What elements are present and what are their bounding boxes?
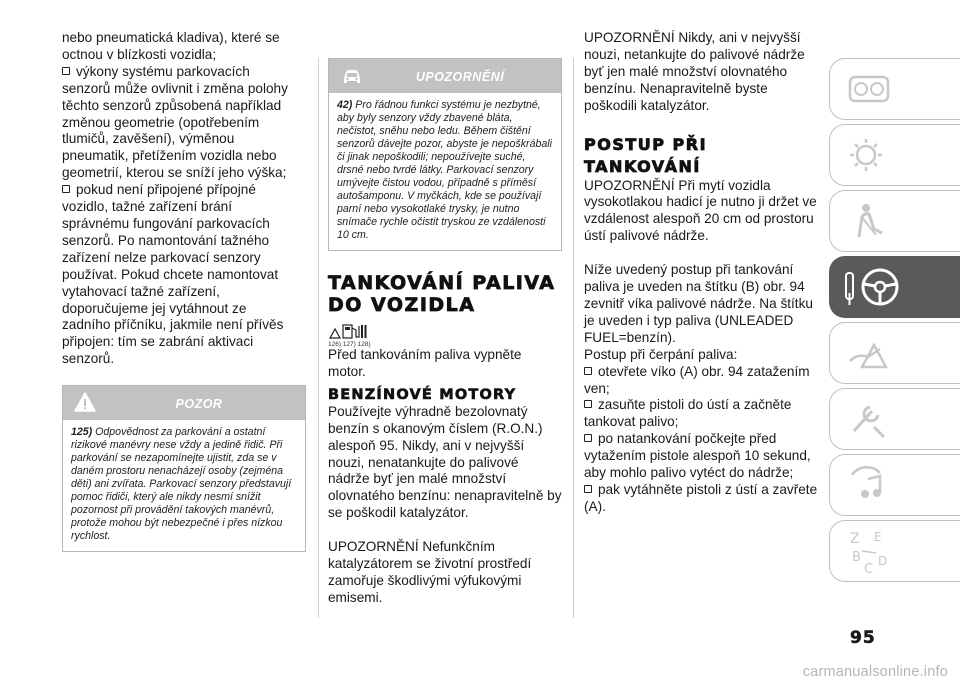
col2-intro: Před tankováním paliva vypněte motor. (328, 347, 522, 379)
notice-text: Pro řádnou funkci systému je nezbytné, aby byly senzory vždy zbavené bláta, nečistot, sněhu nebo ledu. Během čištění senzorů dávejte pozor, abyste je nepoškrábali či jinak nepoškodili; nepoužívejte suché, drsné nebo tvrdé látky. Parkovací senzory umývejte čistou vodou, případně s příměsí autošamponu. V myčkách, kde se používají parní nebo vysokotlaké trysky, je nutno snímače rychle očistit tryskou ze vzdálenosti 10 cm. (337, 99, 552, 241)
seat-safety-icon (844, 199, 894, 243)
index-letters-icon (844, 529, 914, 575)
tab-index[interactable] (829, 520, 960, 582)
column-divider (318, 58, 319, 618)
col3-paragraph-3: Níže uvedený postup při tankování paliva je uveden na štítku (B) obr. 94 zevnitř víka palivové nádrže. Na štítku je uveden i typ paliva (UNLEADED FUEL=benzín). (584, 262, 813, 345)
col3-bullet-4: pak vytáhněte pistoli z ústí a zavřete (A). (584, 481, 818, 514)
media-icon (844, 463, 894, 507)
col1-intro: nebo pneumatická kladiva), které se octnou v blízkosti vozidla; (62, 30, 280, 62)
notice-box-title: UPOZORNĚNÍ (415, 70, 505, 84)
tab-lights[interactable] (829, 124, 960, 186)
col1-bullet-2: pokud není připojené přípojné vozidlo, tažné zařízení brání správnému fungování parkovacích senzorů. Po namontování tažného zařízení nelze parkovací senzory používat. Pokud chcete namontovat vytahovací tažné zařízení, doporučujeme jej vytáhnout ze zadního příčníku, jakmile není přívěs připojen: tím se zabrání aktivaci senzorů. (62, 182, 284, 367)
tab-emergency[interactable] (829, 322, 960, 384)
caution-box-title: POZOR (175, 397, 223, 412)
col3-paragraph-4: Postup při čerpání paliva: (584, 346, 738, 362)
column-3 (584, 30, 818, 516)
col2-paragraph-2: UPOZORNĚNÍ Nefunkčním katalyzátorem se životní prostředí zamořuje škodlivými výfukovými emisemi. (328, 539, 532, 605)
svg-text:E: E (874, 530, 882, 544)
notice-box-header (329, 59, 561, 93)
bullet-box-icon (62, 185, 70, 193)
section-heading: POSTUP PŘI TANKOVÁNÍ (584, 134, 708, 176)
notice-box (328, 58, 562, 251)
section-heading: TANKOVÁNÍ PALIVA DO VOZIDLA (328, 272, 556, 316)
col2-paragraph-1: Používejte výhradně bezolovnatý benzín s okanovým číslem (R.O.N.) alespoň 95. Nikdy, ani v nejvyšší nouzi, nenatankujte do palivové nádrže byť jen malé množství olovnatého benzínu: nenapravitelně by se poškodil katalyzátor. (328, 403, 562, 521)
notice-box-body (329, 93, 561, 250)
tab-maintenance[interactable] (829, 388, 960, 450)
col3-bullet-2: zasuňte pistoli do ústí a začněte tankovat palivo; (584, 397, 792, 430)
column-1 (62, 30, 294, 552)
bullet-box-icon (584, 367, 592, 375)
col3-bullet-1: otevřete víko (A) obr. 94 zatažením ven; (584, 363, 810, 396)
lights-icon (844, 133, 894, 177)
tab-starting-driving[interactable] (829, 256, 960, 318)
steering-wheel-key-icon (844, 265, 904, 311)
svg-text:D: D (878, 554, 888, 568)
tools-icon (844, 397, 894, 441)
caution-box-header (63, 386, 305, 420)
col3-paragraph-2: UPOZORNĚNÍ Při mytí vozidla vysokotlakou hadicí je nutno ji držet ve vzdálenost alespoň 20 cm od prostoru ústí palivové nádrže. (584, 177, 817, 244)
reference-numbers: 126) 127) 128) (328, 341, 371, 348)
col3-paragraph-1: UPOZORNĚNÍ Nikdy, ani v nejvyšší nouzi, netankujte do palivové nádrže byť jen malé množství olovnatého benzínu. Nenapravitelně byste poškodili katalyzátor. (584, 30, 805, 113)
bullet-box-icon (584, 485, 592, 493)
bullet-box-icon (584, 434, 592, 442)
column-2 (328, 58, 562, 607)
caution-text: Odpovědnost za parkování a ostatní rizikové manévry nese vždy a jedině řidič. Při parkování se nezapomínejte ujistit, zda se v daném prostoru nenacházejí osoby (zejména děti) ani zvířata. Parkovací senzory představují pomoc řidiči, který ale nikdy nesmí snížit pozornost při provádění takových manévrů, protože mohou být nebezpečné i přes nízkou rychlost. (71, 426, 292, 543)
caution-box-body (63, 420, 305, 551)
note-number: 42) (337, 99, 353, 111)
refs-line (328, 322, 562, 348)
warning-road-icon (844, 331, 894, 375)
tab-safety[interactable] (829, 190, 960, 252)
caution-box (62, 385, 306, 552)
svg-text:Z: Z (850, 531, 860, 547)
column-divider (573, 58, 574, 618)
page-number: 95 (850, 628, 876, 648)
dashboard-icon (844, 67, 894, 111)
col1-bullet-1: výkony systému parkovacích senzorů může ovlivnit i změna polohy těchto senzorů způsobená například změnou geometrie (opotřebením tlumičů, zavěšení), výměnou pneumatik, přetížením vozidla nebo geometrií, kterou se sníží jeho výška; (62, 63, 288, 181)
bullet-box-icon (584, 400, 592, 408)
subsection-heading: BENZÍNOVÉ MOTORY (328, 386, 517, 403)
col3-bullet-3: po natankování počkejte před vytažením pistole alespoň 10 sekund, aby mohlo palivo vytéct do nádrže; (584, 431, 811, 481)
tab-multimedia[interactable] (829, 454, 960, 516)
tab-dashboard[interactable] (829, 58, 960, 120)
bullet-box-icon (62, 67, 70, 75)
watermark-text[interactable]: carmanualsonline.info (802, 664, 948, 680)
svg-text:B: B (852, 550, 861, 565)
note-number: 125) (71, 426, 93, 439)
svg-text:C: C (864, 562, 874, 575)
